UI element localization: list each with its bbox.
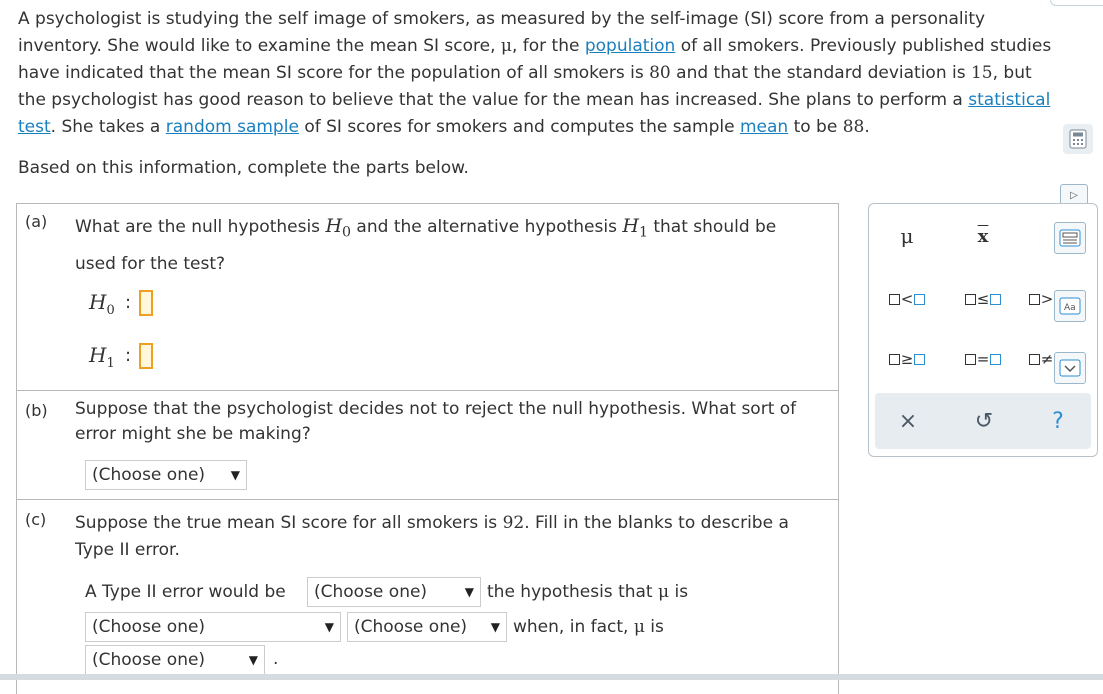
h1-label: [89, 343, 115, 371]
h1-colon: :: [125, 345, 132, 366]
h0-letter: H: [89, 290, 107, 314]
help-button[interactable]: [1033, 403, 1083, 439]
sentence-text: is: [669, 582, 689, 602]
calculator-icon[interactable]: [1063, 124, 1093, 154]
part-b-label: (b): [25, 401, 48, 420]
select-value: (Choose one): [354, 617, 468, 637]
less-equal-button[interactable]: [953, 285, 1013, 313]
dropdown-arrow-icon: ▼: [324, 620, 334, 634]
question-text: and the alternative hypothesis: [351, 217, 623, 237]
question-text: Type II error.: [75, 540, 180, 560]
statistical-test-link[interactable]: statistical: [968, 90, 1051, 110]
intro-line-3: [18, 60, 1098, 87]
close-icon: ×: [898, 408, 918, 434]
h1-input[interactable]: [139, 343, 153, 369]
part-b: [17, 390, 838, 485]
undo-button[interactable]: [959, 403, 1009, 439]
part-c-label: (c): [25, 510, 47, 529]
type2-action-select[interactable]: [307, 577, 481, 607]
instructions: Based on this information, complete the parts below.: [18, 158, 469, 178]
type2-sentence-mid: [487, 582, 688, 602]
part-c-question: [75, 510, 825, 564]
part-a-question: [75, 210, 825, 280]
question-text: that should be: [647, 217, 777, 237]
intro-line-5: [18, 114, 1098, 141]
mu-symbol: μ: [500, 36, 512, 56]
type2-sentence-when: [513, 617, 664, 637]
sample-mean-value: 88: [842, 117, 865, 137]
expand-icon[interactable]: [1054, 352, 1086, 384]
mu-symbol: μ: [658, 582, 670, 602]
mean-link[interactable]: mean: [739, 117, 789, 137]
question-text: error might she be making?: [75, 424, 311, 444]
h1-sub: 1: [106, 356, 115, 371]
statistical-test-link-cont[interactable]: test: [18, 117, 51, 137]
intro-line-2: [18, 33, 1098, 60]
question-text: What are the null hypothesis: [75, 217, 326, 237]
mu-button[interactable]: [877, 222, 937, 250]
symbol-palette: [868, 203, 1098, 457]
intro-text: have indicated that the mean SI score for the population of all smokers is: [18, 63, 650, 83]
dropdown-arrow-icon: ▼: [464, 585, 474, 599]
equal-button[interactable]: [953, 345, 1013, 373]
question-text: . Fill in the blanks to describe a: [524, 513, 789, 533]
intro-text: of all smokers. Previously published studies: [675, 36, 1052, 56]
random-sample-link[interactable]: random sample: [165, 117, 299, 137]
ge-symbol: ≥: [900, 350, 914, 368]
sentence-text: the hypothesis that: [487, 582, 658, 602]
lt-symbol: <: [900, 290, 914, 308]
select-value: (Choose one): [92, 650, 206, 670]
select-value: (Choose one): [92, 617, 206, 637]
h0-input[interactable]: [139, 290, 153, 316]
type2-actual-select[interactable]: [85, 645, 265, 675]
select-value: (Choose one): [314, 582, 428, 602]
text-mode-icon[interactable]: [1054, 290, 1086, 322]
type2-relation-select[interactable]: [85, 612, 341, 642]
h0-sub: 0: [106, 303, 115, 318]
svg-text:Aa: Aa: [1064, 303, 1076, 313]
intro-text: . She takes a: [50, 117, 166, 137]
h0-symbol: H: [325, 215, 343, 237]
intro-text: the psychologist has good reason to believe that the value for the mean has increased. She plans to perform a: [18, 90, 969, 110]
dropdown-arrow-icon: ▼: [490, 620, 500, 634]
horizontal-scrollbar[interactable]: [0, 674, 1103, 680]
h0-colon: :: [125, 292, 132, 313]
population-link[interactable]: population: [584, 36, 676, 56]
question-text: Suppose the true mean SI score for all smokers is: [75, 513, 503, 533]
part-b-question: [75, 397, 825, 447]
intro-line-1: A psychologist is studying the self image of smokers, as measured by the self-image (SI) score from a personality: [18, 9, 986, 29]
type2-sentence-start: A Type II error would be: [85, 582, 286, 602]
intro-text: inventory. She would like to examine the mean SI score,: [18, 36, 501, 56]
less-than-button[interactable]: [877, 285, 937, 313]
intro-text: and that the standard deviation is: [670, 63, 971, 83]
eq-symbol: =: [976, 350, 990, 368]
dropdown-arrow-icon: ▼: [230, 468, 240, 482]
part-c: [17, 499, 838, 670]
h1-subscript: 1: [638, 224, 648, 241]
h1-letter: H: [89, 343, 107, 367]
h1-symbol: H: [622, 215, 639, 237]
problem-intro: [18, 6, 1098, 141]
error-type-select[interactable]: [85, 460, 247, 490]
population-mean-value: 80: [649, 63, 671, 83]
sentence-text: when, in fact,: [513, 617, 634, 637]
question-panel: [16, 203, 839, 694]
h0-subscript: 0: [342, 224, 352, 241]
question-text: Suppose that the psychologist decides not to reject the null hypothesis. What sort of: [75, 399, 797, 419]
help-icon: ?: [1052, 408, 1064, 434]
dropdown-arrow-icon: ▼: [248, 653, 258, 667]
keyboard-icon[interactable]: [1054, 222, 1086, 254]
x-bar-symbol: $\overline{x}$: [977, 225, 989, 247]
question-text: used for the test?: [75, 254, 226, 275]
intro-line-4: [18, 87, 1098, 114]
clear-button[interactable]: [883, 403, 933, 439]
le-symbol: ≤: [976, 290, 990, 308]
gt-symbol: >: [1040, 290, 1054, 308]
intro-text: , for the: [511, 36, 585, 56]
mu-symbol: μ: [900, 224, 914, 248]
intro-text: .: [864, 117, 870, 137]
mu-symbol: μ: [633, 617, 645, 637]
h0-label: [89, 290, 115, 318]
ne-symbol: ≠: [1040, 350, 1054, 368]
part-a-label: (a): [25, 212, 48, 231]
palette-toolbar: [875, 393, 1091, 449]
sentence-period: .: [273, 649, 279, 669]
sentence-text: is: [644, 617, 664, 637]
true-mean-value: 92: [502, 513, 525, 533]
x-bar-button[interactable]: [953, 222, 1013, 250]
undo-icon: ↺: [974, 408, 994, 434]
play-icon[interactable]: ▷: [1060, 184, 1088, 206]
select-value: (Choose one): [92, 465, 206, 485]
intro-text: to be: [788, 117, 843, 137]
std-dev-value: 15: [970, 63, 993, 83]
greater-equal-button[interactable]: [877, 345, 937, 373]
type2-value-select[interactable]: [347, 612, 507, 642]
intro-text: , but: [992, 63, 1032, 83]
intro-text: of SI scores for smokers and computes the sample: [298, 117, 740, 137]
